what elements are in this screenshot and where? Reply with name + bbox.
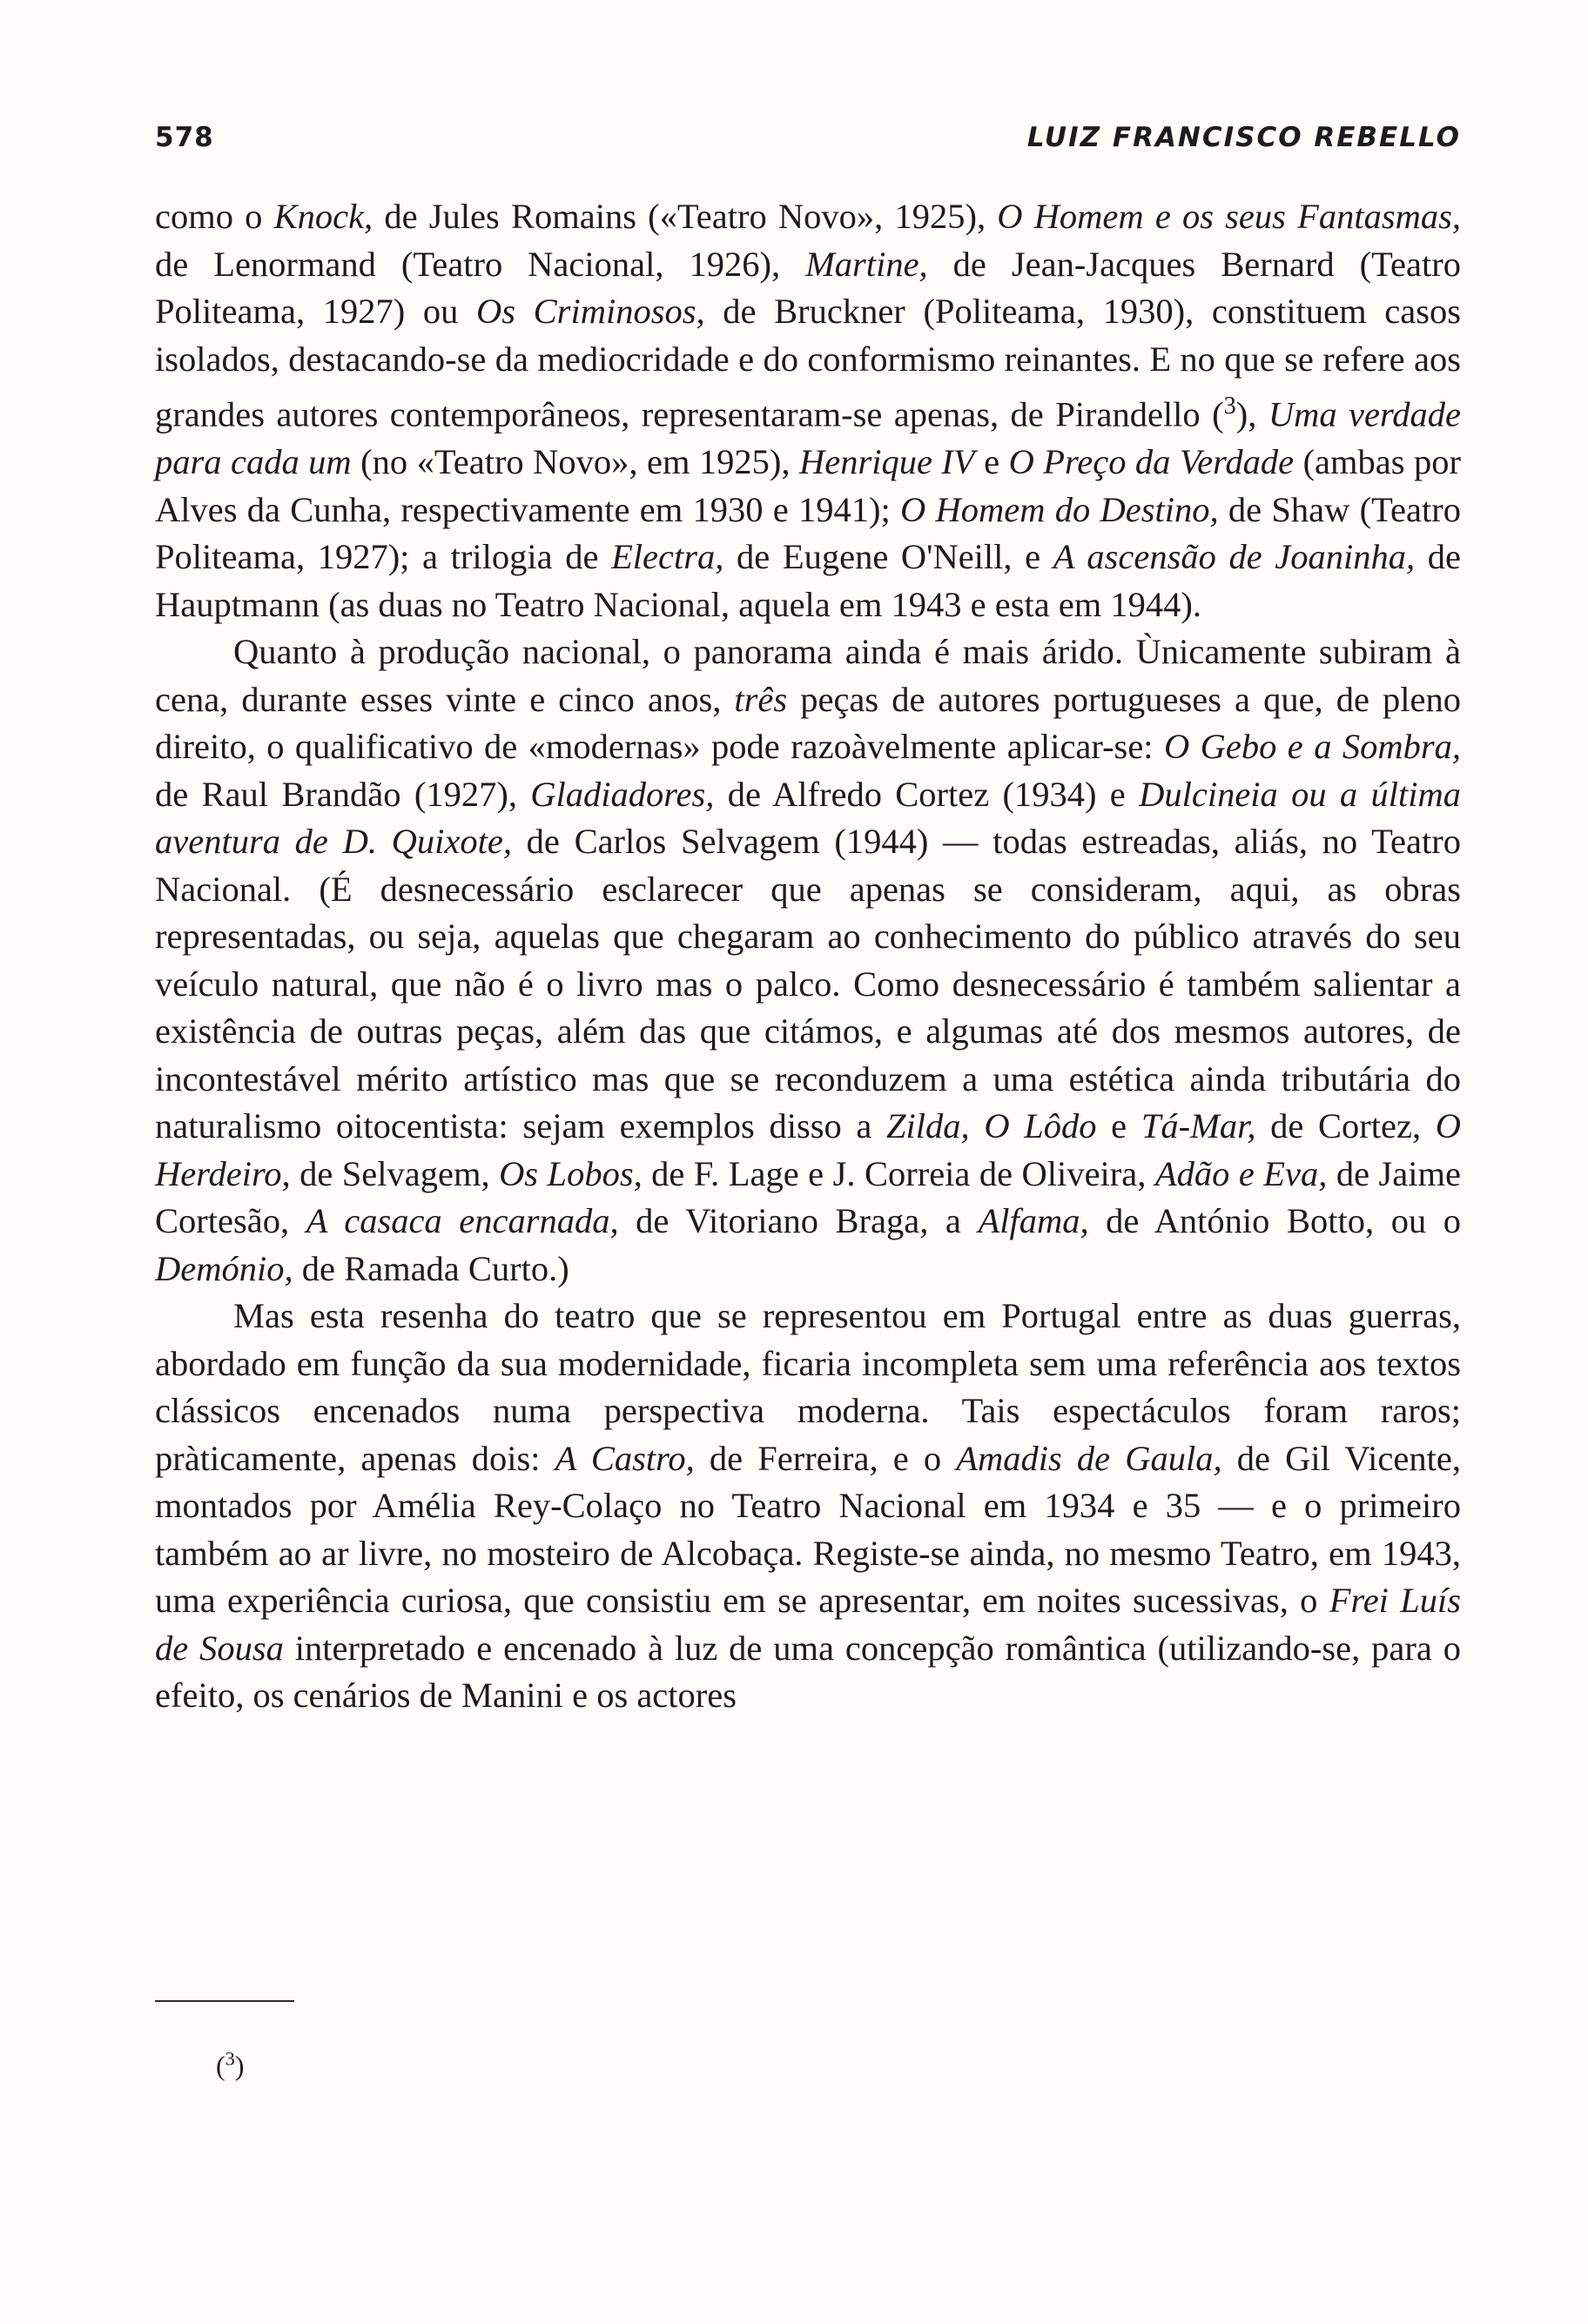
- text-run: de Gil Vicente, montados por Amélia Rey-Colaço no Teatro Nacional em 1934 e 35 — e o primeiro também ao ar livre, no mosteiro de Alcobaça. Registe-se ainda, no mesmo Teatro, em 1943, uma experiência curiosa, que consistiu em se apresentar, em noites sucessivas, o: [155, 1438, 1461, 1620]
- italic-title: O Homem e os seus Fantasmas,: [997, 197, 1461, 236]
- text-run: ),: [1235, 394, 1268, 434]
- italic-title: Tá-Mar,: [1141, 1106, 1256, 1145]
- italic-title: A Castro,: [555, 1438, 695, 1478]
- italic-title: Gladiadores,: [530, 774, 715, 814]
- italic-title: O Homem do Destino,: [900, 489, 1219, 529]
- italic-title: O Lôdo: [984, 1106, 1097, 1145]
- text-run: de Hauptmann (as duas no Teatro Nacional, aquela em 1943 e esta em 1944).: [155, 537, 1462, 624]
- footnote-marker: ($^3$): [216, 2047, 245, 2081]
- italic-title: Zilda,: [886, 1106, 970, 1145]
- text-run: como o: [155, 197, 274, 236]
- text-run: de Ferreira, e o: [694, 1438, 957, 1478]
- italic-title: O Preço da Verdade: [1008, 442, 1295, 481]
- footnote: [155, 2039, 1461, 2086]
- text-run: de Bruckner (Politeama, 1930), constituem casos isolados, destacando-se da mediocridade e do conformismo reinantes. E no que se refere aos grandes autores contemporâneos, representaram-se apenas, de Pirandello (: [155, 292, 1461, 434]
- text-run: de Carlos Selvagem (1944) — todas estreadas, aliás, no Teatro Nacional. (É desnecessário esclarecer que apenas se consideram, aqui, as obras representadas, ou seja, aquelas que chegaram ao conhecimento do público através do seu veículo natural, que não é o livro mas o palco. Como desnecessário é também salientar a existência de outras peças, além das que citámos, e algumas até dos mesmos autores, de incontestável mérito artístico mas que se reconduzem a uma estética ainda tributária do naturalismo oitocentista: sejam exemplos disso a: [155, 822, 1461, 1145]
- text-run: de António Botto, ou o: [1088, 1201, 1461, 1240]
- text-run: e: [1096, 1106, 1141, 1145]
- text-run: e: [974, 442, 1009, 481]
- italic-title: O Herdeiro,: [155, 1106, 1462, 1193]
- text-run: de Jules Romains («Teatro Novo», 1925),: [373, 197, 998, 236]
- italic-title: Os Criminosos,: [476, 292, 705, 331]
- text-run: (no «Teatro Novo», em 1925),: [351, 442, 799, 481]
- italic-title: Electra,: [611, 537, 724, 576]
- text-run: de Lenormand (Teatro Nacional, 1926),: [155, 244, 806, 284]
- italic-title: três: [734, 679, 788, 719]
- text-run: de Jaime Cortesão,: [155, 1153, 1461, 1240]
- paragraph: [155, 193, 1461, 628]
- text-run: peças de autores portugueses a que, de pleno direito, o qualificativo de «modernas» pode razoàvelmente aplicar-se:: [155, 679, 1462, 766]
- text-run: de Eugene O'Neill, e: [723, 537, 1053, 576]
- footnote-text: [155, 2039, 1461, 2086]
- text-run: de Ramada Curto.): [293, 1248, 569, 1288]
- italic-title: Frei Luís de Sousa: [155, 1581, 1461, 1668]
- italic-title: Demónio,: [155, 1248, 293, 1288]
- italic-title: Knock,: [273, 197, 373, 236]
- page-number: 578: [155, 122, 214, 153]
- text-run: de Vitoriano Braga, a: [618, 1201, 979, 1240]
- italic-title: Os Lobos,: [499, 1153, 643, 1193]
- italic-title: Alfama,: [978, 1201, 1089, 1240]
- text-run: de Alfredo Cortez (1934) e: [714, 774, 1140, 814]
- text-run: [970, 1106, 985, 1145]
- italic-title: Martine,: [805, 244, 928, 284]
- text-run: de Cortez,: [1255, 1106, 1436, 1145]
- italic-title: Uma verdade para cada um: [155, 394, 1461, 481]
- text-run: Mas esta resenha do teatro que se representou em Portugal entre as duas guerras, abordado em função da sua modernidade, ficaria incompleta sem uma referência aos textos clássicos encenados numa perspectiva moderna. Tais espectáculos foram raros; pràticamente, apenas dois:: [155, 1296, 1461, 1478]
- paragraph: [155, 628, 1461, 1293]
- italic-title: O Gebo e a Sombra,: [1163, 727, 1461, 766]
- text-run: Quanto à produção nacional, o panorama ainda é mais árido. Ùnicamente subiram à cena, durante esses vinte e cinco anos,: [155, 632, 1461, 719]
- italic-title: Adão e Eva,: [1154, 1153, 1328, 1193]
- footnote-rule: [155, 2000, 294, 2002]
- running-header: [155, 122, 1461, 162]
- italic-title: Dulcineia ou a última aventura de D. Quixote,: [155, 774, 1461, 861]
- text-run: de Shaw (Teatro Politeama, 1927); a trilogia de: [155, 489, 1461, 576]
- italic-title: Henrique IV: [799, 442, 975, 481]
- running-title: LUIZ FRANCISCO REBELLO: [1026, 122, 1461, 153]
- text-run: de F. Lage e J. Correia de Oliveira,: [642, 1153, 1155, 1193]
- text-run: interpretado e encenado à luz de uma concepção romântica (utilizando-se, para o efeito, os cenários de Manini e os actores: [155, 1628, 1461, 1715]
- italic-title: A casaca encarnada,: [306, 1201, 619, 1240]
- body-text: [155, 193, 1461, 1720]
- text-run: de Raul Brandão (1927),: [155, 774, 531, 814]
- text-run: (ambas por Alves da Cunha, respectivamente em 1930 e 1941);: [155, 442, 1461, 529]
- footnote-reference: 3: [1223, 393, 1236, 420]
- text-run: de Selvagem,: [290, 1153, 500, 1193]
- italic-title: Amadis de Gaula,: [956, 1438, 1222, 1478]
- text-run: de Jean-Jacques Bernard (Teatro Politeama, 1927) ou: [155, 244, 1461, 331]
- paragraph: [155, 1293, 1461, 1720]
- italic-title: A ascensão de Joaninha,: [1053, 537, 1416, 576]
